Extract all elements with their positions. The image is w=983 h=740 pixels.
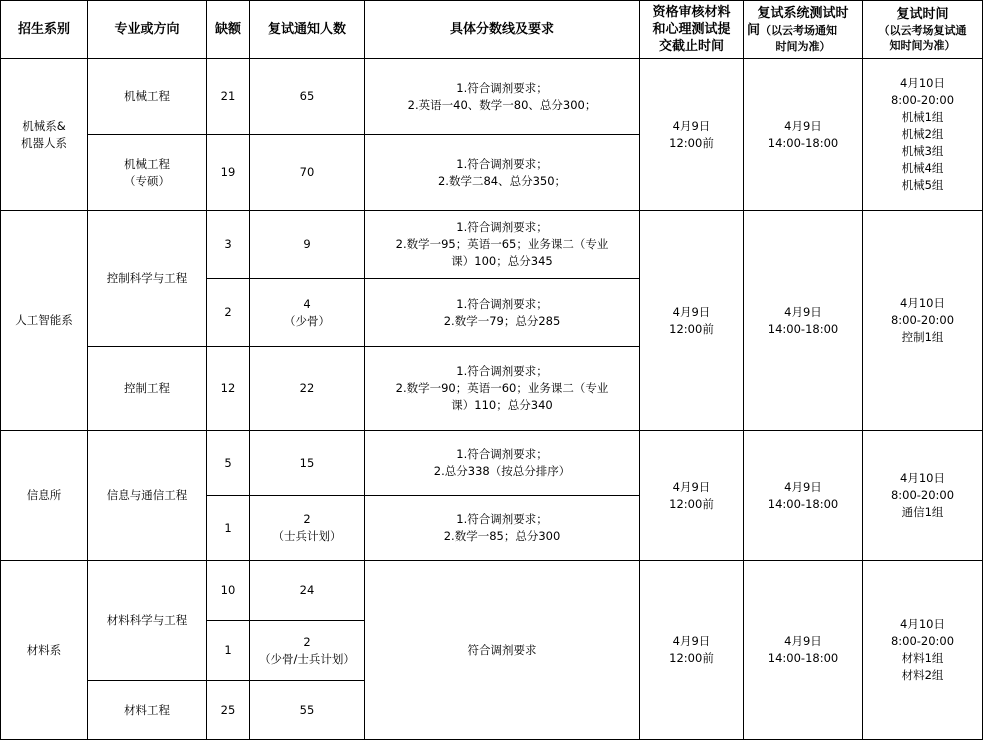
quota-cell: 12 — [207, 347, 250, 431]
header-row — [1, 1, 983, 59]
quota-cell: 1 — [207, 496, 250, 561]
quota-cell: 25 — [207, 681, 250, 740]
dept-cell-ai: 人工智能系 — [1, 211, 88, 431]
deadline-cell: 4月9日 12:00前 — [640, 59, 744, 211]
header-major: 专业或方向 — [88, 1, 207, 59]
major-cell: 控制工程 — [88, 347, 207, 431]
quota-cell: 1 — [207, 621, 250, 681]
requirements-cell: 1.符合调剂要求； 2.数学一95；英语一65；业务课二（专业 课）100；总分345 — [365, 211, 640, 279]
requirements-cell: 1.符合调剂要求； 2.总分338（按总分排序） — [365, 431, 640, 496]
major-cell: 材料科学与工程 — [88, 561, 207, 681]
notice-cell: 15 — [250, 431, 365, 496]
notice-cell: 22 — [250, 347, 365, 431]
header-quota: 缺额 — [207, 1, 250, 59]
table-row — [1, 561, 983, 621]
system-test-cell: 4月9日 14:00-18:00 — [744, 561, 863, 740]
notice-cell: 4 （少骨） — [250, 279, 365, 347]
header-materials-deadline: 资格审核材料 和心理测试提 交截止时间 — [640, 1, 744, 59]
notice-cell: 70 — [250, 135, 365, 211]
quota-cell: 21 — [207, 59, 250, 135]
header-notice: 复试通知人数 — [250, 1, 365, 59]
table-row — [1, 431, 983, 496]
requirements-cell: 符合调剂要求 — [365, 561, 640, 740]
interview-cell: 4月10日 8:00-20:00 控制1组 — [863, 211, 983, 431]
system-test-cell: 4月9日 14:00-18:00 — [744, 59, 863, 211]
dept-cell-mech: 机械系& 机器人系 — [1, 59, 88, 211]
deadline-cell: 4月9日 12:00前 — [640, 211, 744, 431]
notice-cell: 2 （少骨/士兵计划） — [250, 621, 365, 681]
quota-cell: 19 — [207, 135, 250, 211]
deadline-cell: 4月9日 12:00前 — [640, 431, 744, 561]
major-cell: 材料工程 — [88, 681, 207, 740]
system-test-cell: 4月9日 14:00-18:00 — [744, 431, 863, 561]
quota-cell: 5 — [207, 431, 250, 496]
requirements-cell: 1.符合调剂要求； 2.英语一40、数学一80、总分300； — [365, 59, 640, 135]
interview-cell: 4月10日 8:00-20:00 机械1组 机械2组 机械3组 机械4组 机械5组 — [863, 59, 983, 211]
requirements-cell: 1.符合调剂要求； 2.数学一90；英语一60；业务课二（专业 课）110；总分340 — [365, 347, 640, 431]
requirements-cell: 1.符合调剂要求； 2.数学二84、总分350； — [365, 135, 640, 211]
header-interview-time: 复试时间 （以云考场复试通 知时间为准） — [863, 1, 983, 59]
quota-cell: 3 — [207, 211, 250, 279]
notice-cell: 55 — [250, 681, 365, 740]
major-cell: 控制科学与工程 — [88, 211, 207, 347]
major-cell: 机械工程 — [88, 59, 207, 135]
header-dept: 招生系别 — [1, 1, 88, 59]
quota-cell: 2 — [207, 279, 250, 347]
notice-cell: 9 — [250, 211, 365, 279]
dept-cell-mat: 材料系 — [1, 561, 88, 740]
table-row — [1, 211, 983, 279]
deadline-cell: 4月9日 12:00前 — [640, 561, 744, 740]
quota-cell: 10 — [207, 561, 250, 621]
interview-cell: 4月10日 8:00-20:00 通信1组 — [863, 431, 983, 561]
notice-cell: 65 — [250, 59, 365, 135]
requirements-cell: 1.符合调剂要求； 2.数学一85；总分300 — [365, 496, 640, 561]
major-cell: 信息与通信工程 — [88, 431, 207, 561]
header-requirements: 具体分数线及要求 — [365, 1, 640, 59]
notice-cell: 24 — [250, 561, 365, 621]
major-cell: 机械工程 （专硕） — [88, 135, 207, 211]
header-system-test: 复试系统测试时 间（以云考场通知 时间为准） — [744, 1, 863, 59]
interview-cell: 4月10日 8:00-20:00 材料1组 材料2组 — [863, 561, 983, 740]
system-test-cell: 4月9日 14:00-18:00 — [744, 211, 863, 431]
requirements-cell: 1.符合调剂要求； 2.数学一79；总分285 — [365, 279, 640, 347]
dept-cell-info: 信息所 — [1, 431, 88, 561]
notice-cell: 2 （士兵计划） — [250, 496, 365, 561]
table-row — [1, 59, 983, 135]
